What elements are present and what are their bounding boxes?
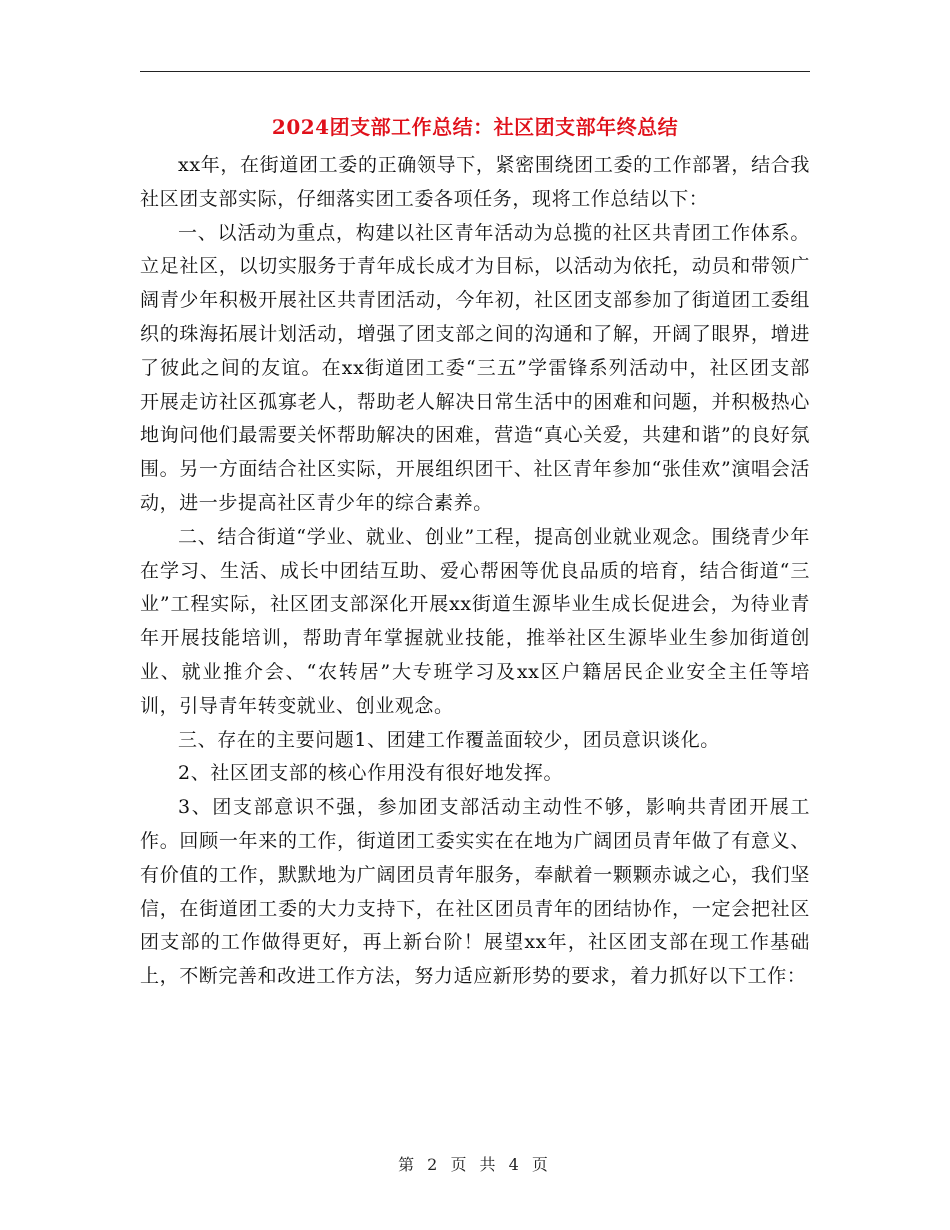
paragraph-intro: xx年，在街道团工委的正确领导下，紧密围绕团工委的工作部署，结合我社区团支部实际，仔细落实团工委各项任务，现将工作总结以下： [140, 154, 810, 210]
paragraph-problem-three: 3、团支部意识不强，参加团支部活动主动性不够，影响共青团开展工作。回顾一年来的工作，街道团工委实实在在地为广阔团员青年做了有意义、有价值的工作，默默地为广阔团员青年服务，奉献着一颗颗赤诚之心，我们坚信，在街道团工委的大力支持下，在社区团员青年的团结协作，一定会把社区团支部的工作做得更好，再上新台阶！展望xx年，社区团支部在现工作基础上，不断完善和改进工作方法，努力适应新形势的要求，着力抓好以下工作： [140, 796, 810, 988]
page-number: 第 2 页 共 4 页 [398, 1155, 552, 1174]
paragraph-problem-two: 2、社区团支部的核心作用没有很好地发挥。 [178, 762, 564, 785]
paragraph-section-three: 三、存在的主要问题1、团建工作覆盖面较少，团员意识谈化。 [178, 728, 720, 751]
document-body [140, 149, 810, 994]
document-title: 2024团支部工作总结：社区团支部年终总结 [271, 115, 679, 139]
paragraph-section-one: 一、以活动为重点，构建以社区青年活动为总揽的社区共青团工作体系。立足社区，以切实服务于青年成长成才为目标，以活动为依托，动员和带领广阔青少年积极开展社区共青团活动，今年初，社区团支部参加了街道团工委组织的珠海拓展计划活动，增强了团支部之间的沟通和了解，开阔了眼界，增进了彼此之间的友谊。在xx街道团工委“三五”学雷锋系列活动中，社区团支部开展走访社区孤寡老人，帮助老人解决日常生活中的困难和问题，并积极热心地询问他们最需要关怀帮助解决的困难，营造“真心关爱，共建和谐”的良好氛围。另一方面结合社区实际，开展组织团干、社区青年参加“张佳欢”演唱会活动，进一步提高社区青少年的综合素养。 [140, 221, 810, 514]
paragraph-section-two: 二、结合街道“学业、就业、创业”工程，提高创业就业观念。围绕青少年在学习、生活、成长中团结互助、爱心帮困等优良品质的培育，结合街道“三业”工程实际，社区团支部深化开展xx街道生源毕业生成长促进会，为待业青年开展技能培训，帮助青年掌握就业技能，推举社区生源毕业生参加街道创业、就业推介会、“农转居”大专班学习及xx区户籍居民企业安全主任等培训，引导青年转变就业、创业观念。 [140, 525, 810, 717]
header-rule [140, 71, 810, 72]
